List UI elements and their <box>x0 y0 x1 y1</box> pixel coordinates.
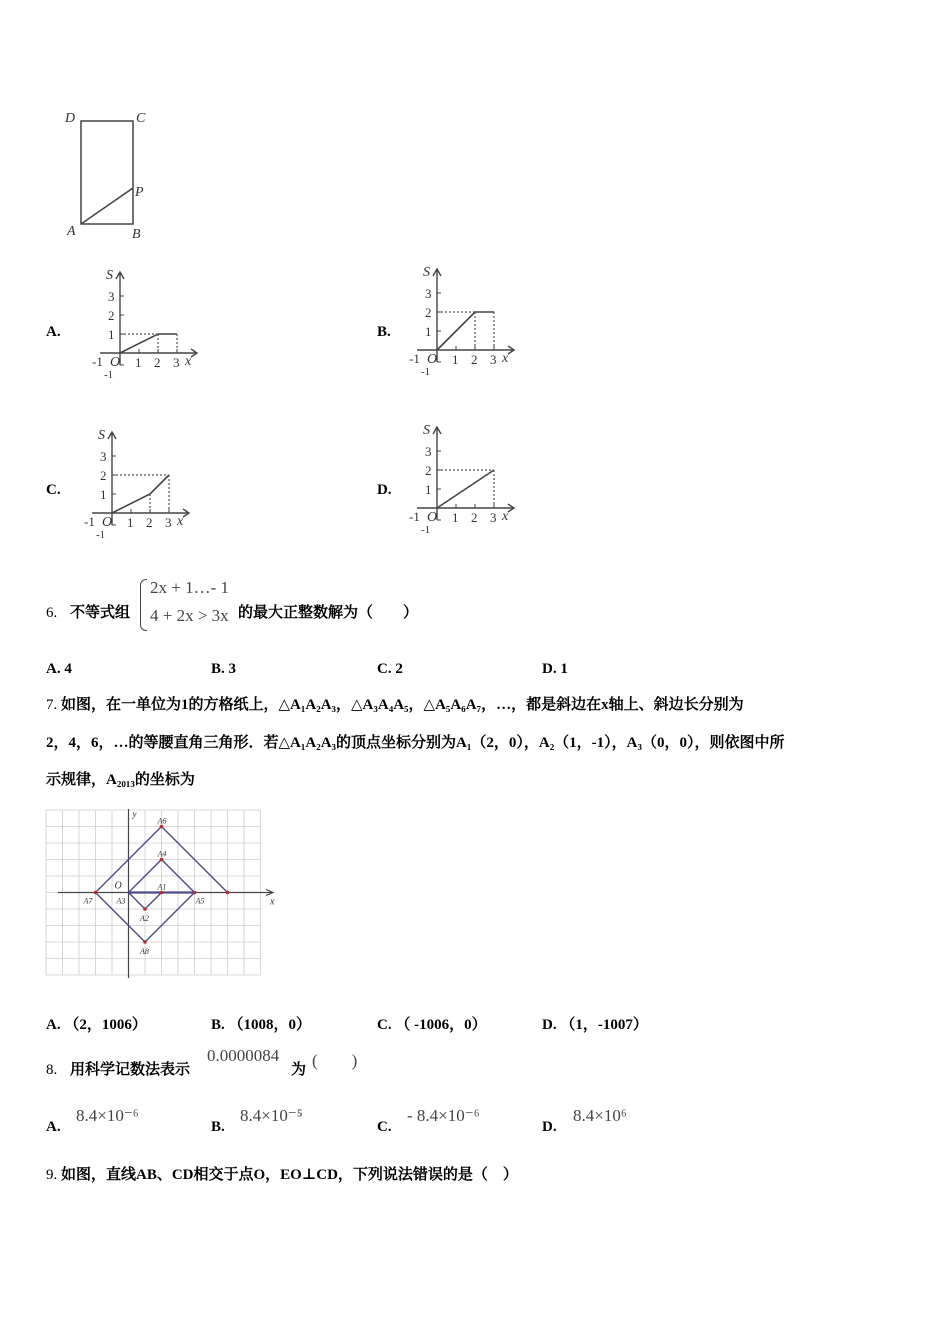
tick-label-2: 2 <box>100 468 107 483</box>
q6-option-d: D. 1 <box>542 661 568 677</box>
fig-label-a4: A4 <box>157 849 167 859</box>
x-tick-label-3: 3 <box>173 355 180 370</box>
tick-label-neg1-y: -1 <box>104 369 114 380</box>
axis-label-s: S <box>423 265 430 280</box>
rect-label-a: A <box>67 224 76 239</box>
q8-option-c-letter: C. <box>377 1119 392 1135</box>
rect-label-c: C <box>136 111 146 126</box>
q6-option-c: C. 2 <box>377 661 403 677</box>
tick-label-1: 1 <box>425 324 432 339</box>
axis-label-x: x <box>502 351 509 366</box>
graph-line <box>437 470 494 508</box>
x-tick-label-1: 1 <box>452 352 459 367</box>
q7-option-b: B. （1008，0） <box>211 1017 312 1033</box>
q9-line: 9. 如图，直线AB、CD相交于点O，EO⊥CD，下列说法错误的是（ ） <box>46 1167 518 1183</box>
x-tick-label-1: 1 <box>127 515 134 530</box>
x-tick-label-3: 3 <box>490 510 497 525</box>
vertex-point <box>143 940 147 944</box>
q5-graph-c <box>80 425 195 540</box>
q7-option-d: D. （1，-1007） <box>542 1017 648 1033</box>
graph-line <box>120 334 177 353</box>
rectangle-figure <box>60 104 160 244</box>
q7-option-c: C. （ -1006，0） <box>377 1017 487 1033</box>
tick-label-2: 2 <box>108 308 115 323</box>
tick-label-neg1-y: -1 <box>421 366 431 377</box>
tick-label-neg1-x: -1 <box>409 509 420 524</box>
axis-label-x: x <box>185 354 192 369</box>
q8-option-a-letter: A. <box>46 1119 61 1135</box>
x-tick-label-2: 2 <box>146 515 153 530</box>
q8-value: 0.0000084 <box>207 1046 280 1065</box>
origin-label: O <box>102 515 113 530</box>
x-tick-label-2: 2 <box>471 510 478 525</box>
tick-label-2: 2 <box>425 463 432 478</box>
axis-label-x: x <box>502 509 509 524</box>
graph-line <box>437 312 494 350</box>
fig-label-y: y <box>132 809 137 819</box>
tick-label-neg1-x: -1 <box>84 514 95 529</box>
tick-label-1: 1 <box>100 487 107 502</box>
rect-label-d: D <box>65 111 76 126</box>
fig-label-a2: A2 <box>140 914 149 923</box>
tick-label-1: 1 <box>425 482 432 497</box>
tick-label-3: 3 <box>108 289 115 304</box>
fig-label-a1: A1 <box>157 882 167 892</box>
vertex-point <box>226 891 230 895</box>
axis-label-s: S <box>106 268 113 283</box>
x-tick-label-2: 2 <box>471 352 478 367</box>
tick-label-2: 2 <box>425 305 432 320</box>
q7-grid-figure <box>44 808 284 980</box>
axis-label-s: S <box>423 423 430 438</box>
q7-line-1: 7. 如图，在一单位为1的方格纸上，△A₁A₂A₃，△A₃A₄A₅，△A₅A₆A₇，…，都是斜边在x轴上、斜边长分别为 <box>46 697 744 713</box>
q8-number: 8. <box>46 1062 58 1078</box>
origin-label: O <box>427 352 438 367</box>
tick-label-neg1-x: -1 <box>92 354 103 369</box>
tick-label-3: 3 <box>425 444 432 459</box>
tick-label-3: 3 <box>425 286 432 301</box>
vertex-point <box>193 891 197 895</box>
x-tick-label-2: 2 <box>154 355 161 370</box>
q8-option-d-value: 8.4×10⁶ <box>573 1106 627 1125</box>
rect-label-p: P <box>135 185 144 200</box>
tick-label-neg1-x: -1 <box>409 351 420 366</box>
vertex-point <box>143 907 147 911</box>
q8-option-c-value: - 8.4×10⁻⁶ <box>407 1106 480 1125</box>
x-tick-label-1: 1 <box>452 510 459 525</box>
q5-graph-b <box>405 262 520 377</box>
q5-graph-d <box>405 420 520 535</box>
fig-label-o: O <box>114 880 122 892</box>
q6-inequality-2: 4 + 2x > 3x <box>150 606 229 625</box>
fig-label-a3: A3 <box>116 896 126 906</box>
x-tick-label-1: 1 <box>135 355 142 370</box>
vertex-point <box>94 891 98 895</box>
q6-option-a: A. 4 <box>46 661 72 677</box>
tick-label-neg1-y: -1 <box>421 524 431 535</box>
q8-paren: ( ) <box>312 1051 358 1070</box>
q5-option-a-letter: A. <box>46 324 61 340</box>
q8-prefix: 用科学记数法表示 <box>70 1062 191 1078</box>
tick-label-1: 1 <box>108 327 115 342</box>
q8-option-d-letter: D. <box>542 1119 557 1135</box>
q7-line-3: 示规律，A₂₀₁₃的坐标为 <box>46 772 195 788</box>
q8-suffix: 为 <box>291 1062 307 1078</box>
q5-graph-a <box>88 265 203 380</box>
axis-label-x: x <box>177 514 184 529</box>
q8-option-b-letter: B. <box>211 1119 225 1135</box>
fig-label-a7: A7 <box>83 896 93 906</box>
q6-option-b: B. 3 <box>211 661 237 677</box>
q7-line-2: 2，4，6，…的等腰直角三角形．若△A₁A₂A₃的顶点坐标分别为A₁（2，0），A₂（1，-1），A₃（0，0），则依图中所 <box>46 735 785 751</box>
x-tick-label-3: 3 <box>490 352 497 367</box>
q6-prefix: 不等式组 <box>70 605 131 621</box>
q6-suffix: 的最大正整数解为（ ） <box>238 605 419 621</box>
x-tick-label-3: 3 <box>165 515 172 530</box>
q6-brace <box>140 579 147 631</box>
q8-option-b-value: 8.4×10⁻⁵ <box>240 1106 303 1125</box>
fig-label-a6: A6 <box>157 816 167 826</box>
fig-label-a8: A8 <box>140 947 149 956</box>
rect-label-b: B <box>132 227 141 242</box>
q8-option-a-value: 8.4×10⁻⁶ <box>76 1106 139 1125</box>
fig-label-x: x <box>270 896 275 908</box>
q6-number: 6. <box>46 605 58 621</box>
origin-label: O <box>110 355 121 370</box>
axis-label-s: S <box>98 428 105 443</box>
origin-label: O <box>427 510 438 525</box>
tick-label-3: 3 <box>100 449 107 464</box>
graph-line <box>112 475 169 513</box>
fig-label-a5: A5 <box>195 896 205 906</box>
q7-option-a: A. （2，1006） <box>46 1017 147 1033</box>
tick-label-neg1-y: -1 <box>96 529 106 540</box>
q5-option-c-letter: C. <box>46 482 61 498</box>
q6-inequality-1: 2x + 1…- 1 <box>150 578 229 597</box>
q5-option-b-letter: B. <box>377 324 391 340</box>
q5-option-d-letter: D. <box>377 482 392 498</box>
